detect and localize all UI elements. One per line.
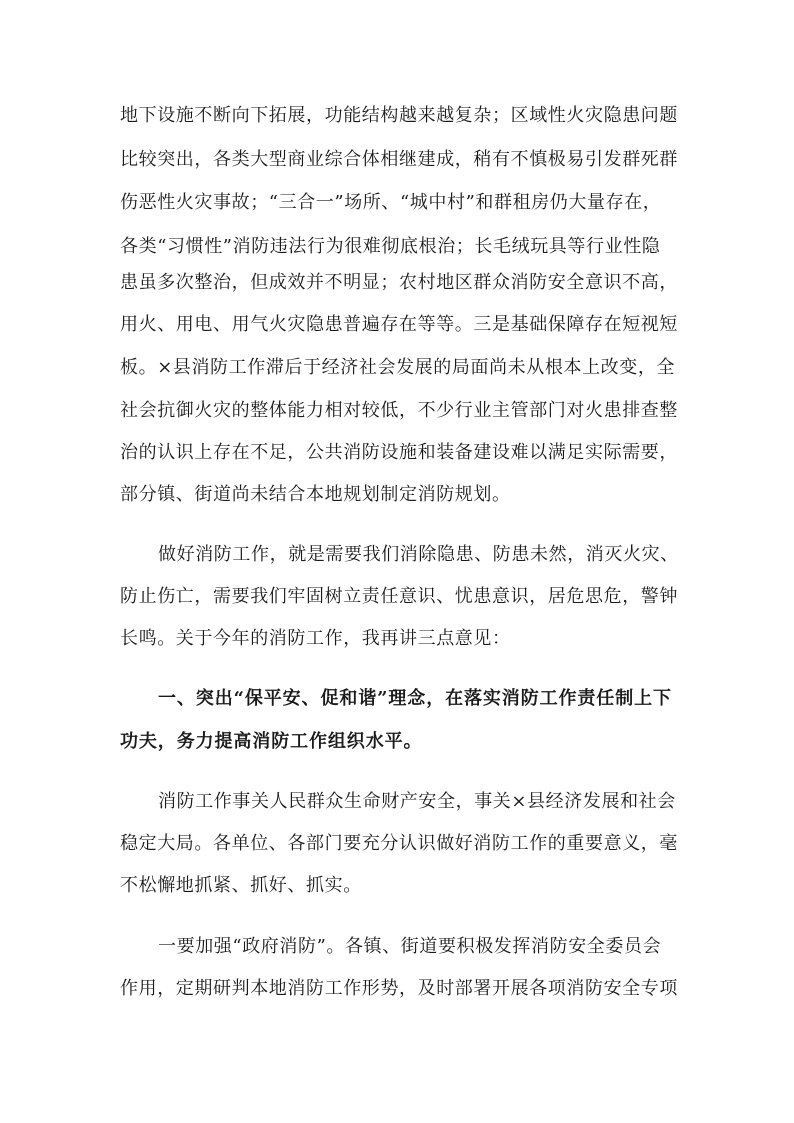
text-line: 防止伤亡，需要我们牢固树立责任意识、忧患意识，居危思危，警钟 xyxy=(120,586,678,607)
text-line: 伤恶性火灾事故；“三合一”场所、“城中村”和群租房仍大量存在， xyxy=(120,192,662,213)
text-line: 作用，定期研判本地消防工作形势，及时部署开展各项消防安全专项 xyxy=(120,978,678,999)
text-line: 做好消防工作，就是需要我们消除隐患、防患未然，消灭火灾、 xyxy=(158,544,679,565)
text-line: 社会抗御火灾的整体能力相对较低，不少行业主管部门对火患排查整 xyxy=(120,400,678,421)
text-line: 长鸣。关于今年的消防工作，我再讲三点意见： xyxy=(120,628,511,649)
text-line: 稳定大局。各单位、各部门要充分认识做好消防工作的重要意义，毫 xyxy=(120,833,678,854)
text-line: 板。×县消防工作滞后于经济社会发展的局面尚未从根本上改变，全 xyxy=(120,357,676,378)
text-line: 部分镇、街道尚未结合本地规划制定消防规划。 xyxy=(120,484,511,505)
text-line: 各类“习惯性”消防违法行为很难彻底根治；长毛绒玩具等行业性隐 xyxy=(120,236,661,257)
text-line: 消防工作事关人民群众生命财产安全，事关×县经济发展和社会 xyxy=(158,791,676,812)
heading-line: 功夫，务力提高消防工作组织水平。 xyxy=(120,731,423,752)
text-line: 患虽多次整治，但成效并不明显；农村地区群众消防安全意识不高， xyxy=(120,272,678,293)
text-line: 一要加强“政府消防”。各镇、街道要积极发挥消防安全委员会 xyxy=(158,936,662,957)
text-line: 用火、用电、用气火灾隐患普遍存在等等。三是基础保障存在短视短 xyxy=(120,314,678,335)
heading-line: 一、突出“保平安、促和谐”理念，在落实消防工作责任制上下 xyxy=(158,688,672,709)
text-line: 不松懈地抓紧、抓好、抓实。 xyxy=(120,875,362,896)
text-line: 地下设施不断向下拓展，功能结构越来越复杂；区域性火灾隐患问题 xyxy=(120,105,678,126)
text-line: 比较突出，各类大型商业综合体相继建成，稍有不慎极易引发群死群 xyxy=(120,149,678,170)
text-line: 治的认识上存在不足，公共消防设施和装备建设难以满足实际需要， xyxy=(120,442,678,463)
